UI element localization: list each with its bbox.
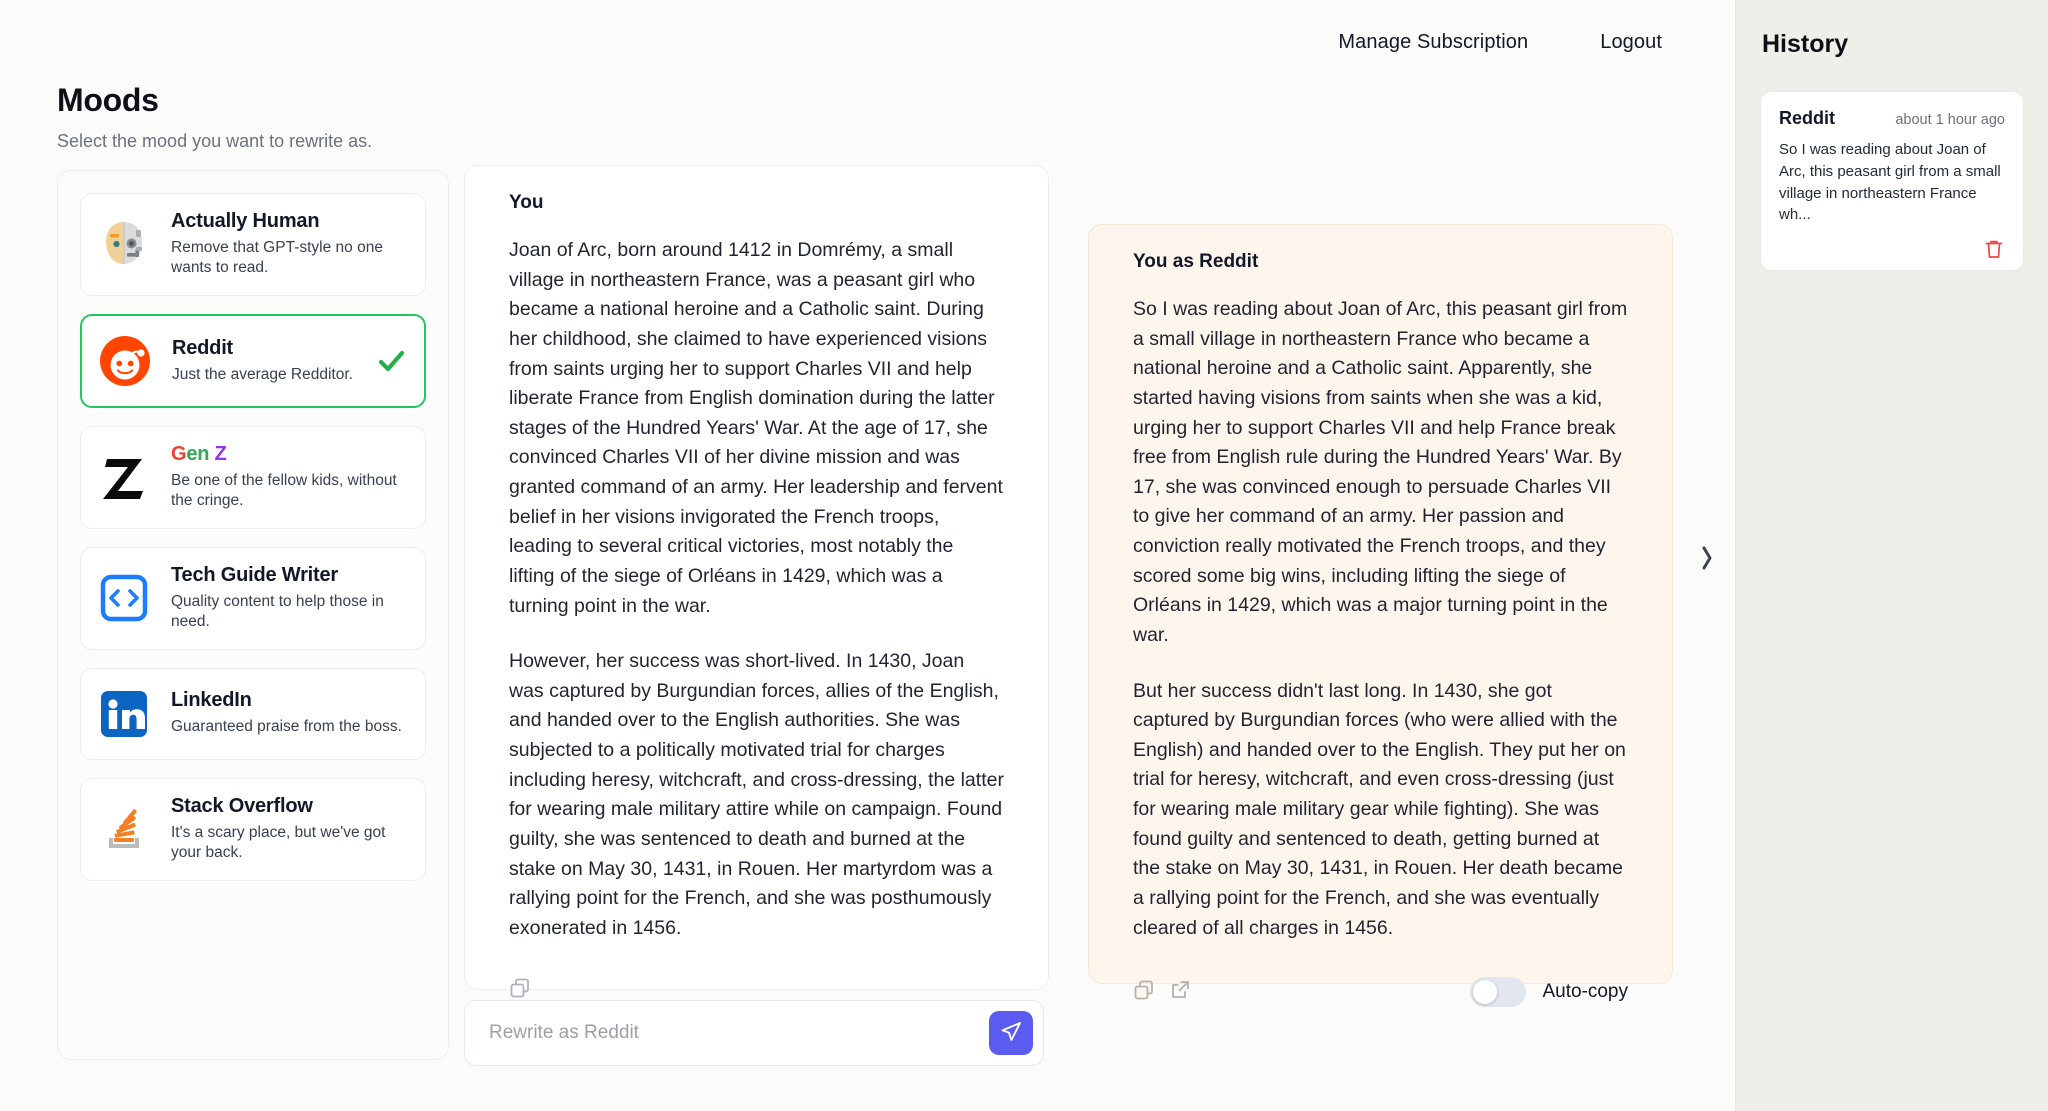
robot-human-face-icon: [95, 215, 153, 273]
chevron-right-icon: [1699, 545, 1715, 576]
send-button[interactable]: [989, 1011, 1033, 1055]
code-brackets-icon: [95, 569, 153, 627]
selected-check-icon: [376, 346, 406, 376]
output-paragraph-2: But her success didn't last long. In 1430, she got captured by Burgundian forces (who were allied with the English) and handed over to the English. They put her on trial for heresy, witchcraft, and even cross-dressing (just for wearing male military gear while fighting). She was found guilty and sentenced to death, getting burned at the stake on May 30, 1431, in Rouen. Her death became a rallying point for the French, and she was eventually cleared of all charges in 1456.: [1133, 679, 1626, 939]
copy-icon[interactable]: [1133, 979, 1155, 1006]
history-item-header: [1779, 108, 2005, 129]
auto-copy-label: Auto-copy: [1542, 981, 1628, 1003]
rewrite-input-bar: [464, 1000, 1044, 1066]
mood-description: Just the average Redditor.: [172, 365, 353, 383]
history-item-footer: [1779, 238, 2005, 260]
page-title: Moods: [57, 82, 159, 118]
mood-description: Remove that GPT-style no one wants to read.: [171, 239, 383, 277]
logout-link[interactable]: Logout: [1594, 30, 1668, 55]
mood-title: Reddit: [172, 336, 234, 359]
linkedin-icon: [95, 685, 153, 743]
history-item-timestamp: about 1 hour ago: [1895, 112, 2005, 128]
mood-description: Guaranteed praise from the boss.: [171, 718, 402, 736]
mood-description: Be one of the fellow kids, without the cringe.: [171, 471, 397, 510]
send-paper-plane-icon: [999, 1020, 1023, 1047]
history-item-source: Reddit: [1779, 108, 1835, 128]
mood-title: Stack Overflow: [171, 794, 313, 817]
mood-description: It's a scary place, but we've got your back.: [171, 823, 386, 862]
page-subtitle: Select the mood you want to rewrite as.: [57, 131, 373, 151]
mood-title: Gen Z: [171, 442, 227, 465]
input-text-panel: [464, 165, 1049, 990]
mood-item-linkedin[interactable]: [80, 668, 426, 760]
top-navigation-bar: [0, 0, 1730, 85]
history-item[interactable]: [1760, 91, 2024, 271]
history-panel: [1735, 0, 2048, 1111]
mood-item-reddit[interactable]: [80, 314, 426, 408]
output-panel-text: [1133, 295, 1628, 969]
moods-list-panel: [57, 170, 449, 1060]
trash-icon[interactable]: [1983, 238, 2005, 260]
stack-overflow-icon: [95, 800, 153, 858]
mood-item-actually-human[interactable]: [80, 193, 426, 296]
external-link-icon[interactable]: [1169, 979, 1191, 1006]
output-text-panel: [1088, 224, 1673, 1003]
mood-title: LinkedIn: [171, 689, 252, 712]
auto-copy-toggle[interactable]: [1470, 977, 1526, 1007]
mood-title: Actually Human: [171, 210, 320, 232]
input-paragraph-1: Joan of Arc, born around 1412 in Domrémy, a small village in northeastern France, was a peasant girl who became a national heroine and a Catholic saint. During her childhood, she claimed to have experienced visions from saints urging her to support Charles VII and help liberate France from English domination during the latter stages of the Hundred Years' War. At the age of 17, she convinced Charles VII of her divine mission and was granted command of an army. Her leadership and fervent belief in her visions invigorated the French troops, leading to several critical victories, most notably the lifting of the siege of Orléans in 1429, which was a turning point in the war.: [509, 239, 1003, 617]
history-item-preview: So I was reading about Joan of Arc, this peasant girl from a small village in northeastern France wh...: [1779, 141, 2001, 224]
input-panel-label: You: [509, 192, 544, 213]
output-panel-actions: [1133, 969, 1628, 1007]
mood-item-gen-z[interactable]: [80, 426, 426, 529]
mood-item-stack-overflow[interactable]: [80, 778, 426, 881]
mood-title: Tech Guide Writer: [171, 563, 339, 586]
output-panel-label: You as Reddit: [1133, 251, 1259, 272]
toggle-knob: [1473, 980, 1497, 1004]
input-paragraph-2: However, her success was short-lived. In 1430, Joan was captured by Burgundian forces, allies of the English, and handed over to the English authorities. She was subjected to a politically motivated trial for charges including heresy, witchcraft, and cross-dressing, the latter for wearing male military attire while on campaign. Found guilty, she was sentenced to death and burned at the stake on May 30, 1431, in Rouen. Her martyrdom was a rallying point for the French, and she was posthumously exonerated in 1456.: [509, 650, 1004, 939]
output-paragraph-1: So I was reading about Joan of Arc, this peasant girl from a small village in northeastern France who became a national heroine and a Catholic saint. Apparently, she started having visions from saints when she was a kid, urging her to support Charles VII and help France break free from English rule during the Hundred Years' War. By 17, she was convinced enough to persuade Charles VII to give her command of an army. Her passion and conviction really motivated the French troops, and they scored some big wins, including lifting the siege of Orléans in 1429, which was a major turning point in the war.: [1133, 298, 1628, 646]
history-collapse-handle[interactable]: [1694, 540, 1720, 580]
manage-subscription-link[interactable]: Manage Subscription: [1332, 30, 1534, 55]
mood-description: Quality content to help those in need.: [171, 592, 384, 631]
mood-item-tech-guide-writer[interactable]: [80, 547, 426, 650]
reddit-snoo-icon: [96, 332, 154, 390]
history-title: History: [1762, 30, 1849, 58]
input-panel-text: [509, 236, 1004, 969]
letter-z-icon: [95, 448, 153, 506]
page-heading: [57, 82, 372, 152]
rewrite-input[interactable]: [487, 1021, 989, 1045]
